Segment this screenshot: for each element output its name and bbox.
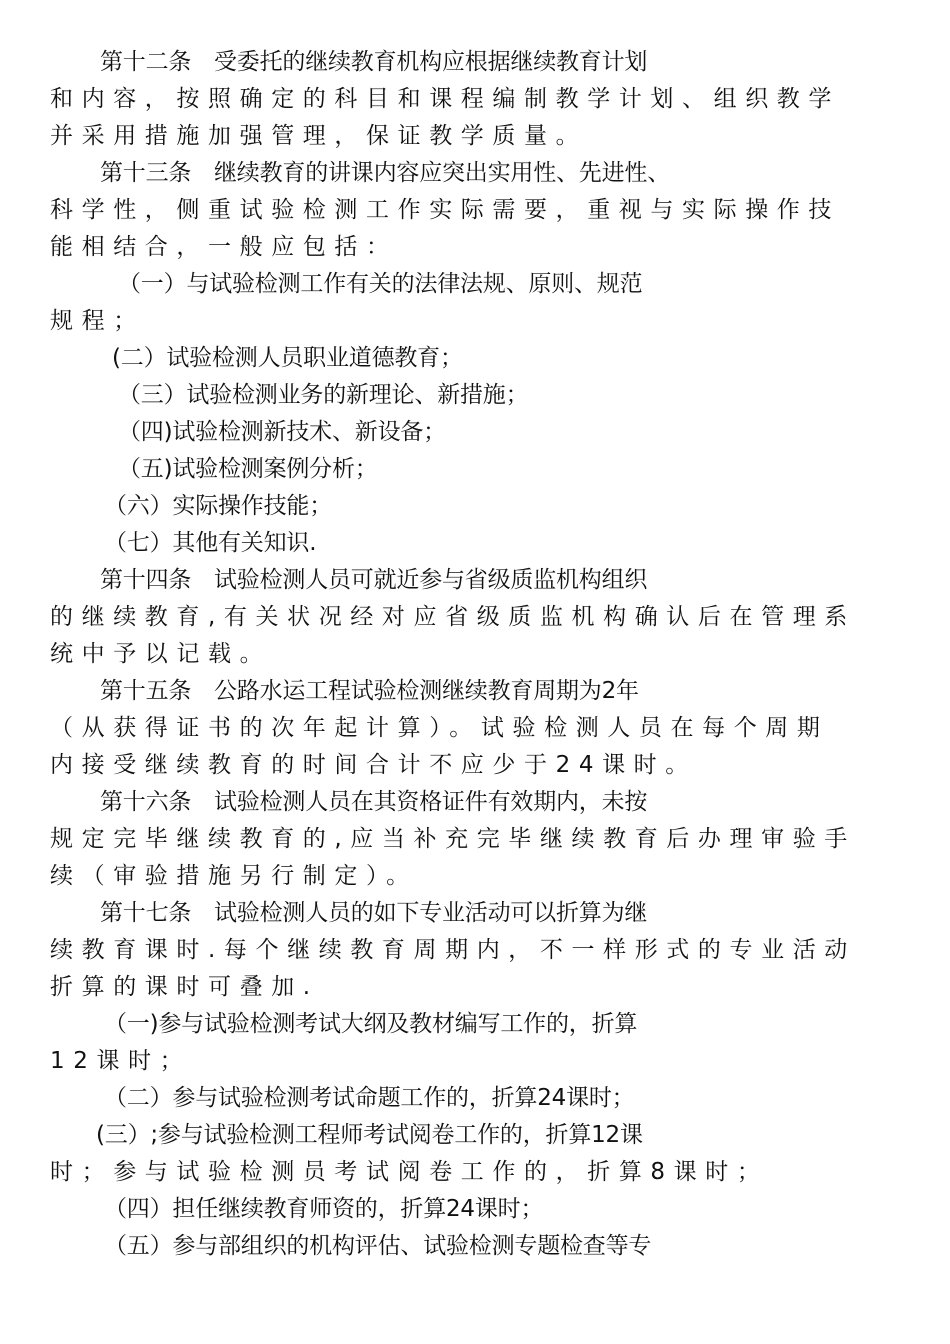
text-line: 第十二条 受委托的继续教育机构应根据继续教育计划	[100, 49, 648, 75]
text-line: 内接受继续教育的时间合计不应少于24课时。	[50, 752, 697, 778]
text-line: (三）;参与试验检测工程师考试阅卷工作的，折算12课	[96, 1122, 643, 1148]
text-line: 规定完毕继续教育的,应当补充完毕继续教育后办理审验手	[50, 826, 856, 852]
text-line: （从获得证书的次年起计算）。试验检测人员在每个周期	[50, 715, 829, 741]
text-line: 规程；	[50, 308, 145, 334]
text-line: （三）试验检测业务的新理论、新措施；	[118, 382, 529, 408]
text-line: （五）参与部组织的机构评估、试验检测专题检查等专	[104, 1233, 652, 1259]
text-line: （五)试验检测案例分析；	[118, 456, 378, 482]
text-line: 第十七条 试验检测人员的如下专业活动可以折算为继	[100, 900, 648, 926]
text-line: （四)试验检测新技术、新设备；	[118, 419, 446, 445]
text-line: 和内容，按照确定的科目和课程编制教学计划、组织教学	[50, 86, 840, 112]
text-line: 能相结合，一般应包括：	[50, 234, 398, 260]
text-line: （二）参与试验检测考试命题工作的，折算24课时；	[104, 1085, 635, 1111]
text-line: 并采用措施加强管理，保证教学质量。	[50, 123, 588, 149]
text-line: （一）与试验检测工作有关的法律法规、原则、规范	[118, 271, 643, 297]
text-line: 第十三条 继续教育的讲课内容应突出实用性、先进性、	[100, 160, 671, 186]
text-line: (二）试验检测人员职业道德教育；	[112, 345, 463, 371]
text-line: （四）担任继续教育师资的，折算24课时；	[104, 1196, 544, 1222]
text-line: 时；参与试验检测员考试阅卷工作的，折算8课时；	[50, 1159, 769, 1185]
text-line: （六）实际操作技能；	[104, 493, 333, 519]
text-line: 续（审验措施另行制定）。	[50, 863, 418, 889]
text-line: （一)参与试验检测考试大纲及教材编写工作的，折算	[104, 1011, 638, 1037]
text-line: （七）其他有关知识.	[104, 530, 317, 556]
text-line: 12课时；	[50, 1048, 192, 1074]
text-line: 科学性，侧重试验检测工作实际需要，重视与实际操作技	[50, 197, 840, 223]
text-line: 折算的课时可叠加.	[50, 974, 319, 1000]
text-line: 统中予以记载。	[50, 641, 272, 667]
text-line: 第十六条 试验检测人员在其资格证件有效期内，未按	[100, 789, 648, 815]
text-line: 的继续教育,有关状况经对应省级质监机构确认后在管理系	[50, 604, 856, 630]
text-line: 续教育课时.每个继续教育周期内，不一样形式的专业活动	[50, 937, 856, 963]
text-line: 第十五条 公路水运工程试验检测继续教育周期为2年	[100, 678, 639, 704]
text-line: 第十四条 试验检测人员可就近参与省级质监机构组织	[100, 567, 648, 593]
